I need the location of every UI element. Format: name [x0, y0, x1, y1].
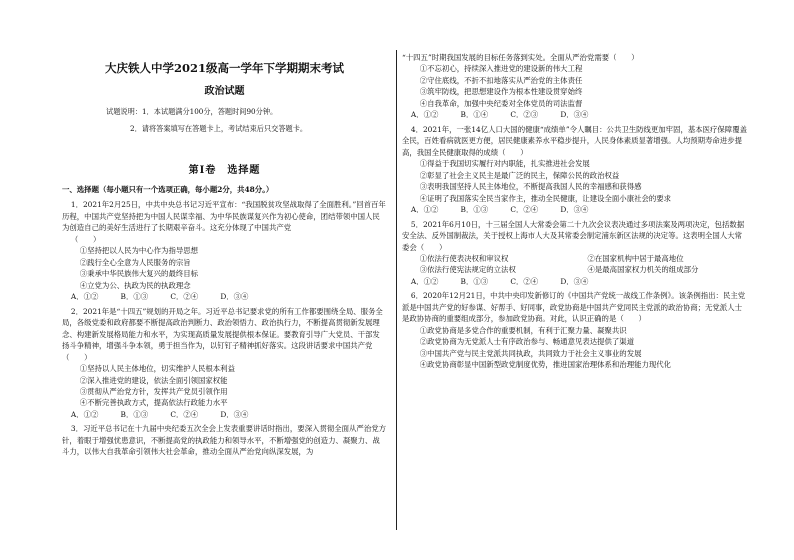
- column-divider: [396, 50, 397, 530]
- option: ①坚持以人民主体地位，切实维护人民根本利益: [79, 364, 235, 374]
- exam-subtitle: 政治试题: [204, 86, 245, 97]
- section-title: 第Ⅰ卷 选择题: [188, 165, 261, 176]
- option: ④不断完善执政方式，提高依法行政能力水平: [79, 398, 228, 408]
- question-stem: 4．2021年，一张14亿人口大国的健康“成绩单”令人瞩目：公共卫生防线更加牢固，基本医疗保障覆盖全民，百姓看病就医更方便，居民健康素养水平稳步提升，人民身体素质显著增强。人均预期寿命进步提高，我国全民健康取得的成绩（ ）: [402, 124, 747, 157]
- option: ②守住底线，不折不扣地落实从严治党的主体责任: [419, 75, 583, 85]
- question-stem: 1．2021年2月25日，中共中央总书记习近平宣布：“我国脱贫攻坚战取得了全面胜利。”回首百年历程，中国共产党坚持把为中国人民谋幸福、为中华民族谋复兴作为初心使命，团结带领中国人民为创造自己的美好生活进行了长期艰辛奋斗。这充分体现了中国共产党: [62, 200, 386, 233]
- option: ③贯彻从严治党方针，发挥共产党员引领作用: [79, 386, 228, 396]
- answer-choices: A．①② B．①③ C．②④ D．③④: [410, 276, 589, 286]
- option: ③筑牢防线，把思想建设作为根本性建设贯穿始终: [419, 87, 583, 97]
- option: ④政党协商彰显中国新型政党制度优势，推进国家治理体系和治理能力现代化: [419, 360, 672, 370]
- question-6: [402, 290, 747, 370]
- option: ②政党协商为无党派人士有序政治参与、畅通意见表达提供了渠道: [419, 337, 635, 347]
- option: ①坚持把以人民为中心作为指导思想: [79, 246, 199, 256]
- option: ①依法行使表决权和审议权: [419, 253, 509, 263]
- option: ④是最高国家权力机关的组成部分: [587, 265, 699, 275]
- answer-choices: A．①② B．①④ C．②③ D．③④: [410, 110, 589, 120]
- question-3: [62, 423, 387, 457]
- option: ②践行全心全意为人民服务的宗旨: [79, 257, 191, 267]
- option: ①得益于我国切实履行对内职能，扎实推进社会发展: [419, 159, 590, 169]
- question-stem: 5．2021年6月10日，十三届全国人大常委会第二十九次会议表决通过多项法案及两项决定，包括数据安全法、反外国制裁法，关于授权上海市人大及其常委会制定浦东新区法规的决定等。这表明全国人大常委会（ ）: [402, 219, 745, 252]
- exam-note-1: 试题说明：1．本试题满分100分，答题时间90分钟。: [106, 107, 278, 116]
- question-3-continuation: “十四五”时期我国发展的目标任务落到实处。全面从严治党需要（ ）: [402, 53, 639, 62]
- option: ②彰显了社会主义民主是最广泛的民主，保障公民的政治权益: [419, 170, 620, 180]
- question-stem: 3．习近平总书记在十九届中央纪委五次全会上发表重要讲话时指出，要深入贯彻全面从严治党方针，着眼于增强忧患意识，不断提高党的执政能力和领导水平，不断增强党的创造力、凝聚力、战斗力，以伟大自我革命引领伟大社会革命，推动全面从严治党向纵深发展，为: [62, 424, 386, 457]
- option: ③依法行使宪法规定的立法权: [419, 265, 516, 275]
- option: ②深入推进党的建设，依法全面引领国家权能: [79, 375, 228, 385]
- question-stem: 2．2021年是“十四五”规划的开局之年。习近平总书记要求党的所有工作都要围绕全局、服务全局，各级党委和政府都要不断提高政治判断力、政治领悟力、政治执行力，不断提高贯彻新发展理念、构建新发展格局能力和水平，为实现高质量发展提供根本保证。要教育引导广大党员、干部发扬斗争精神，增强斗争本领，勇于担当作为，以钉钉子精神抓好落实。这段讲话要求中国共产党（ ）: [62, 306, 383, 362]
- option: ③中国共产党与民主党派共同执政，共同致力于社会主义事业的发展: [419, 348, 642, 358]
- answer-choices: A．①② B．①③ C．②④ D．③④: [70, 409, 249, 419]
- exam-note-2: 2．请将答案填写在答题卡上，考试结束后只交答题卡。: [130, 124, 308, 134]
- question-blank: （ ）: [70, 234, 101, 244]
- option: ④自我革命，加强中央纪委对全体党员的司法监督: [419, 98, 583, 108]
- option: ③秉承中华民族伟大复兴的最终目标: [79, 269, 199, 279]
- question-stem: 6．2020年12月21日，中共中央印发新修订的《中国共产党统一战线工作条例》。该条例指出：民主党派是中国共产党的好参谋、好帮手、好同事，政党协商是中国共产党同民主党派的政治协商；无党派人士是政协协商的重要组成部分，参加政党协商。对此，认识正确的是（ ）: [402, 291, 746, 324]
- answer-choices: A．①② B．①③ C．②④ D．③④: [410, 205, 589, 215]
- question-2: [62, 306, 387, 421]
- option: ①政党协商是多党合作的重要机制，有利于汇聚力量、凝聚共识: [419, 325, 627, 335]
- question-5: [402, 219, 747, 288]
- question-4: [402, 124, 747, 216]
- option: ④证明了我国落实全民当家作主，推动全民健康，让建设全面小康社会的要求: [419, 193, 672, 203]
- section-instruction: 一、选择题（每小题只有一个选项正确，每小题2分，共48分。）: [62, 185, 274, 194]
- option: ②在国家机构中居于最高地位: [587, 253, 684, 263]
- exam-title: 大庆铁人中学2021级高一学年下学期期末考试: [104, 61, 344, 75]
- answer-choices: A．①② B．①③ C．②④ D．③④: [70, 292, 249, 302]
- option: ①不忘初心，持续深入推进党的建设新的伟大工程: [419, 64, 583, 74]
- option: ③表明我国坚持人民主体地位，不断提高我国人民的幸福感和获得感: [419, 182, 642, 192]
- option: ④立党为公、执政为民的执政理念: [79, 280, 191, 290]
- question-1: [62, 199, 387, 302]
